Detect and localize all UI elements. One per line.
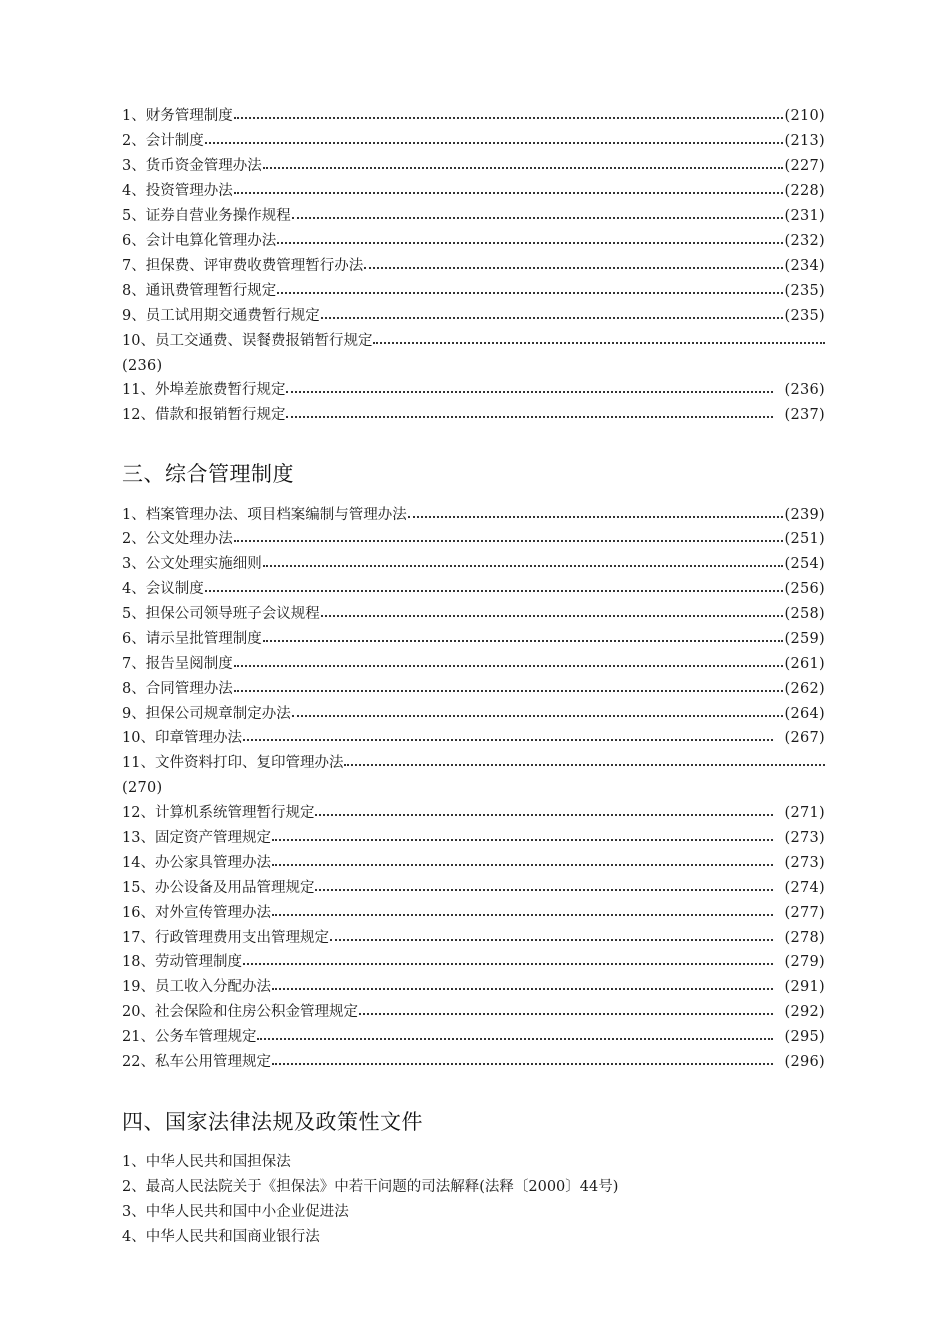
list-item[interactable] bbox=[122, 1196, 349, 1221]
toc-item-label: 9、担保公司规章制定办法 bbox=[122, 706, 291, 722]
toc-item-label: 6、请示呈批管理制度 bbox=[122, 631, 262, 647]
toc-page-number: (234) bbox=[784, 258, 825, 274]
toc-item[interactable] bbox=[122, 797, 825, 822]
toc-page-number: (232) bbox=[784, 233, 825, 249]
toc-item[interactable] bbox=[122, 822, 825, 847]
dot-leader bbox=[272, 1063, 773, 1065]
dot-leader bbox=[321, 615, 783, 617]
toc-page-number: (227) bbox=[784, 158, 825, 174]
toc-page-number: (296) bbox=[784, 1054, 825, 1070]
toc-item-label: 18、劳动管理制度 bbox=[122, 954, 242, 970]
toc-page-number: (292) bbox=[784, 1004, 825, 1020]
dot-leader bbox=[205, 142, 783, 144]
toc-item[interactable] bbox=[122, 722, 825, 747]
toc-page-number: (261) bbox=[784, 656, 825, 672]
dot-leader bbox=[234, 690, 783, 692]
toc-item-wrapped-page bbox=[122, 350, 163, 375]
toc-page-number: (267) bbox=[784, 730, 825, 746]
toc-item[interactable] bbox=[122, 125, 825, 150]
dot-leader bbox=[330, 939, 773, 941]
dot-leader bbox=[263, 167, 783, 169]
toc-item-label: 2、会计制度 bbox=[122, 133, 204, 149]
toc-page-number: (278) bbox=[784, 930, 825, 946]
toc-item[interactable] bbox=[122, 250, 825, 275]
toc-item[interactable] bbox=[122, 225, 825, 250]
toc-item[interactable] bbox=[122, 275, 825, 300]
toc-item[interactable] bbox=[122, 100, 825, 125]
list-item[interactable] bbox=[122, 1221, 320, 1246]
toc-item[interactable] bbox=[122, 872, 825, 897]
toc-item-label: 8、合同管理办法 bbox=[122, 681, 233, 697]
toc-page-number: (264) bbox=[784, 706, 825, 722]
toc-item[interactable] bbox=[122, 946, 825, 971]
toc-item[interactable] bbox=[122, 648, 825, 673]
dot-leader bbox=[364, 267, 782, 269]
toc-page-number: (256) bbox=[784, 581, 825, 597]
toc-page-number: (279) bbox=[784, 954, 825, 970]
dot-leader bbox=[315, 889, 772, 891]
toc-item-wrapped-page bbox=[122, 772, 163, 797]
toc-item[interactable] bbox=[122, 573, 825, 598]
toc-page-number: (291) bbox=[784, 979, 825, 995]
toc-page-number: (251) bbox=[784, 531, 825, 547]
toc-item-label: 7、报告呈阅制度 bbox=[122, 656, 233, 672]
toc-item[interactable] bbox=[122, 175, 825, 200]
toc-page-number: (231) bbox=[784, 208, 825, 224]
toc-item-label: 6、会计电算化管理办法 bbox=[122, 233, 277, 249]
toc-item[interactable] bbox=[122, 1021, 825, 1046]
toc-item-label: 15、办公设备及用品管理规定 bbox=[122, 880, 315, 896]
toc-item[interactable] bbox=[122, 996, 825, 1021]
toc-item-label: 17、行政管理费用支出管理规定 bbox=[122, 930, 329, 946]
toc-page-number: (295) bbox=[784, 1029, 825, 1045]
dot-leader bbox=[344, 764, 825, 766]
toc-item[interactable] bbox=[122, 1046, 825, 1071]
list-item-label: 3、中华人民共和国中小企业促进法 bbox=[122, 1204, 349, 1220]
toc-item[interactable] bbox=[122, 698, 825, 723]
toc-item[interactable] bbox=[122, 897, 825, 922]
dot-leader bbox=[315, 814, 772, 816]
dot-leader bbox=[292, 715, 783, 717]
toc-page-number: (236) bbox=[784, 382, 825, 398]
dot-leader bbox=[263, 565, 783, 567]
dot-leader bbox=[286, 416, 772, 418]
section-heading: 四、国家法律法规及政策性文件 bbox=[122, 1110, 423, 1134]
list-item[interactable] bbox=[122, 1146, 291, 1171]
toc-item-label: 22、私车公用管理规定 bbox=[122, 1054, 271, 1070]
toc-item-label: 4、会议制度 bbox=[122, 581, 204, 597]
toc-item-label: 10、印章管理办法 bbox=[122, 730, 242, 746]
toc-item-label: 11、文件资料打印、复印管理办法 bbox=[122, 755, 344, 771]
toc-item-label: 21、公务车管理规定 bbox=[122, 1029, 257, 1045]
toc-item-label: 4、投资管理办法 bbox=[122, 183, 233, 199]
toc-item[interactable] bbox=[122, 374, 825, 399]
toc-page-number: (213) bbox=[784, 133, 825, 149]
dot-leader bbox=[272, 839, 773, 841]
toc-item[interactable] bbox=[122, 847, 825, 872]
dot-leader bbox=[234, 540, 783, 542]
toc-page-number: (270) bbox=[122, 780, 163, 796]
dot-leader bbox=[263, 640, 783, 642]
dot-leader bbox=[272, 988, 773, 990]
toc-page-number: (254) bbox=[784, 556, 825, 572]
toc-item[interactable] bbox=[122, 523, 825, 548]
toc-page-number: (259) bbox=[784, 631, 825, 647]
dot-leader bbox=[359, 1013, 773, 1015]
toc-item-label: 3、公文处理实施细则 bbox=[122, 556, 262, 572]
toc-item[interactable] bbox=[122, 598, 825, 623]
toc-item[interactable] bbox=[122, 922, 825, 947]
toc-item-label: 5、证券自营业务操作规程 bbox=[122, 208, 291, 224]
toc-item[interactable] bbox=[122, 673, 825, 698]
dot-leader bbox=[243, 739, 773, 741]
dot-leader bbox=[272, 864, 773, 866]
dot-leader bbox=[243, 963, 773, 965]
toc-item-label: 1、财务管理制度 bbox=[122, 108, 233, 124]
section-heading: 三、综合管理制度 bbox=[122, 462, 294, 486]
toc-item[interactable] bbox=[122, 325, 825, 350]
toc-item[interactable] bbox=[122, 399, 825, 424]
toc-item-label: 16、对外宣传管理办法 bbox=[122, 905, 271, 921]
toc-page-number: (237) bbox=[784, 407, 825, 423]
toc-page-number: (274) bbox=[784, 880, 825, 896]
toc-item[interactable] bbox=[122, 623, 825, 648]
toc-page-number: (239) bbox=[784, 507, 825, 523]
toc-item[interactable] bbox=[122, 747, 825, 772]
toc-item-label: 9、员工试用期交通费暂行规定 bbox=[122, 308, 320, 324]
toc-item[interactable] bbox=[122, 200, 825, 225]
list-item[interactable] bbox=[122, 1171, 618, 1196]
toc-page-number: (228) bbox=[784, 183, 825, 199]
toc-page-number: (273) bbox=[784, 830, 825, 846]
dot-leader bbox=[292, 217, 783, 219]
dot-leader bbox=[234, 665, 783, 667]
toc-page-number: (235) bbox=[784, 308, 825, 324]
toc-page-number: (271) bbox=[784, 805, 825, 821]
toc-item-label: 10、员工交通费、误餐费报销暂行规定 bbox=[122, 333, 373, 349]
dot-leader bbox=[408, 516, 783, 518]
dot-leader bbox=[286, 391, 772, 393]
toc-item-label: 19、员工收入分配办法 bbox=[122, 979, 271, 995]
dot-leader bbox=[234, 117, 783, 119]
list-item-label: 1、中华人民共和国担保法 bbox=[122, 1154, 291, 1170]
toc-item[interactable] bbox=[122, 300, 825, 325]
toc-page-number: (210) bbox=[784, 108, 825, 124]
toc-item[interactable] bbox=[122, 548, 825, 573]
toc-item-label: 8、通讯费管理暂行规定 bbox=[122, 283, 277, 299]
toc-item-label: 2、公文处理办法 bbox=[122, 531, 233, 547]
dot-leader bbox=[373, 342, 825, 344]
toc-item-label: 7、担保费、评审费收费管理暂行办法 bbox=[122, 258, 364, 274]
toc-item[interactable] bbox=[122, 150, 825, 175]
toc-item-label: 13、固定资产管理规定 bbox=[122, 830, 271, 846]
toc-item[interactable] bbox=[122, 971, 825, 996]
dot-leader bbox=[321, 317, 783, 319]
toc-item-label: 3、货币资金管理办法 bbox=[122, 158, 262, 174]
toc-page-number: (235) bbox=[784, 283, 825, 299]
toc-item-label: 11、外埠差旅费暂行规定 bbox=[122, 382, 286, 398]
toc-item-label: 1、档案管理办法、项目档案编制与管理办法 bbox=[122, 507, 407, 523]
toc-page-number: (236) bbox=[122, 358, 163, 374]
list-item-label: 2、最高人民法院关于《担保法》中若干问题的司法解释(法释〔2000〕44号) bbox=[122, 1179, 619, 1195]
toc-page-number: (262) bbox=[784, 681, 825, 697]
dot-leader bbox=[234, 192, 783, 194]
dot-leader bbox=[257, 1038, 772, 1040]
list-item-label: 4、中华人民共和国商业银行法 bbox=[122, 1229, 320, 1245]
toc-item-label: 20、社会保险和住房公积金管理规定 bbox=[122, 1004, 358, 1020]
dot-leader bbox=[277, 292, 782, 294]
toc-item[interactable] bbox=[122, 499, 825, 524]
toc-page-number: (273) bbox=[784, 855, 825, 871]
toc-page-number: (258) bbox=[784, 606, 825, 622]
dot-leader bbox=[272, 914, 773, 916]
dot-leader bbox=[277, 242, 782, 244]
toc-item-label: 5、担保公司领导班子会议规程 bbox=[122, 606, 320, 622]
toc-item-label: 12、借款和报销暂行规定 bbox=[122, 407, 286, 423]
toc-item-label: 14、办公家具管理办法 bbox=[122, 855, 271, 871]
toc-item-label: 12、计算机系统管理暂行规定 bbox=[122, 805, 315, 821]
toc-page-number: (277) bbox=[784, 905, 825, 921]
dot-leader bbox=[205, 590, 783, 592]
